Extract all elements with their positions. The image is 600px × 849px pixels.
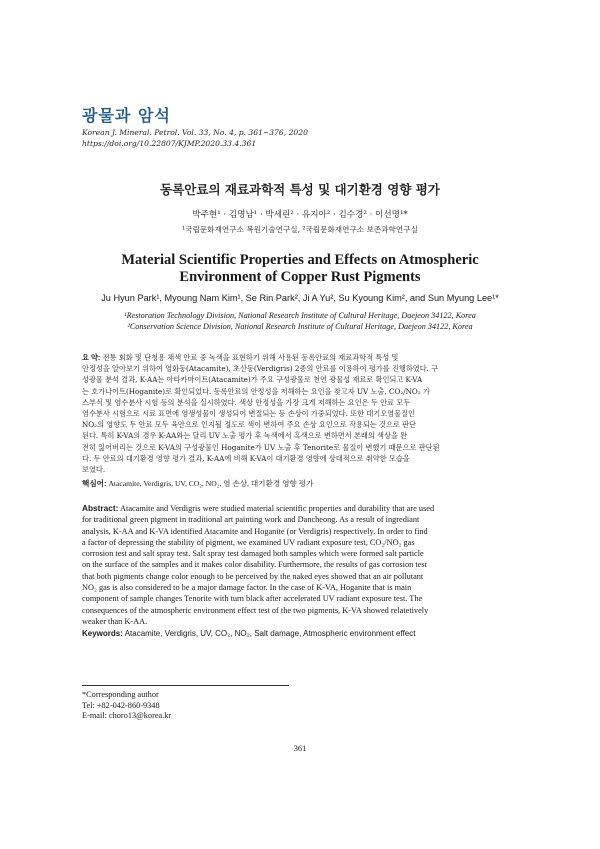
- keywords-korean-text: Atacamite, Verdigris, UV, CO₂, NO₂, 염 손상, 대기환경 영향 평가: [108, 479, 314, 488]
- abstract-english-line: a factor of depressing the stability of pigment, we examined UV radiant exposure test, CO₂/NO₂ gas: [82, 537, 415, 547]
- title-korean: 동록안료의 재료과학적 특성 및 대기환경 영향 평가: [160, 182, 440, 197]
- abstract-korean-line: 안정성을 알아보기 위하여 염화동(Atacamite), 초산동(Verdigris) 2종의 안료를 이용하여 평가를 진행하였다. 구: [82, 364, 439, 374]
- abstract-korean-line: 스부식 및 염수분사 시험 등의 분석을 실시하였다. 색상 안정성을 가장 크게 저해하는 요인은 두 안료 모두: [82, 397, 411, 407]
- abstract-english-line: analysis, K-AA and K-VA identified Atacamite and Hoganite (or Verdigris) respectively. In order to find: [82, 526, 428, 536]
- abstract-korean-line: NO₂의 영향도 두 안료 모두 육안으로 인지될 정도로 색이 변하여 주요 손상 요인으로 작용되는 것으로 판단: [82, 420, 417, 430]
- title-english: [0, 252, 600, 286]
- abstract-korean-line: 된다. 특히 K-VA의 경우 K-AA와는 달리 UV 노출 평가 후 녹색에서 흑색으로 변하면서 본래의 색상을 완: [82, 431, 408, 441]
- abstract-english-line: NO₂ gas is also considered to be a major damage factor. In the case of K-VA, Hoganite that is main: [82, 583, 412, 593]
- journal-name: 광물과 암석: [82, 106, 171, 125]
- abstract-korean-line: 요 약: 전통 회화 및 단청용 채색 안료 중 녹색을 표현하기 위해 사용된 동록안료의 재료과학적 특성 및: [82, 353, 399, 362]
- doi-link[interactable]: https://doi.org/10.22807/KJMP.2020.33.4.361: [82, 138, 257, 148]
- abstract-english-line: consequences of the atmospheric environment effect test of the two pigments, K-VA showed relatetively: [82, 605, 429, 615]
- abstract-korean-line: 염수분사 시험으로 시료 표면에 염생성물이 생성되어 변질되는 등 손상이 가중되었다. 또한 대기오염물질인: [82, 409, 415, 419]
- abstract-english-line: component of sample changes Tenorite with turn black after accelerated UV radiant exposure test. The: [82, 594, 423, 604]
- abstract-english: [82, 503, 518, 627]
- abstract-english-line: corrosion test and salt spray test. Salt spray test damaged both samples which were formed salt particle: [82, 549, 424, 559]
- citation-block: [82, 128, 308, 149]
- keywords-english: [82, 628, 518, 639]
- corresponding-email[interactable]: E-mail: choro13@korea.kr: [82, 711, 172, 720]
- corresponding-tel: Tel: +82-042-860-9348: [82, 700, 160, 710]
- corresponding-author-label: *Corresponding author: [82, 690, 159, 699]
- keywords-korean-label: 핵심어:: [82, 479, 107, 488]
- abstract-english-line: Abstract: Atacamite and Verdigris were studied material scientific properties and durability that are used: [82, 503, 435, 513]
- affiliations-korean: ¹국립문화재연구소 복원기술연구실, ²국립문화재연구소 보존과학연구실: [182, 225, 418, 234]
- abstract-korean-label: 요 약:: [82, 353, 101, 362]
- affiliations-english: [0, 310, 600, 332]
- authors-korean: 박주현¹ · 김명남¹ · 박세린² · 유지아² · 김수경² · 이선명¹*: [192, 210, 408, 220]
- title-english-line-2: Environment of Copper Rust Pigments: [179, 269, 421, 285]
- citation-line: Korean J. Mineral. Petrol. Vol. 33, No. 4, p. 361~376, 2020: [82, 128, 308, 137]
- abstract-korean-line: 보였다.: [82, 465, 106, 475]
- abstract-english-line: weaker than K-AA.: [82, 616, 148, 626]
- correspondence-footnote: [82, 690, 171, 722]
- abstract-korean-line: 다. 두 안료의 대기환경 영향 평가 결과, K-AA에 비해 K-VA이 대기환경 영향에 상대적으로 취약한 모습을: [82, 453, 410, 463]
- abstract-korean: [82, 352, 518, 475]
- affiliation-english-2: ²Conservation Science Division, National Research Institute of Cultural Heritage, Daejeon 34122, Korea: [127, 322, 473, 331]
- abstract-english-label: Abstract:: [82, 503, 119, 513]
- authors-english: Ju Hyun Park¹, Myoung Nam Kim¹, Se Rin Park², Ji A Yu², Su Kyoung Kim², and Sun Myung Lee¹*: [101, 293, 499, 303]
- abstract-english-line: on the surface of the samples and it makes color disability. Furthermore, the results of gas corrosion test: [82, 560, 427, 570]
- affiliation-english-1: ¹Restoration Technology Division, National Research Institute of Cultural Heritage, Daejeon 34122, Korea: [124, 311, 476, 320]
- abstract-english-line: that both pigments change color enough to be perceived by the naked eyes showed that an air pollutant: [82, 571, 424, 581]
- abstract-korean-line: 성광물 분석 결과, K-AA는 아타카마이트(Atacamite)가 주요 구성광물로 천연 광물성 재료로 확인되고 K-VA: [82, 375, 423, 385]
- keywords-english-text: Atacamite, Verdigris, UV, CO₂, NO₂, Salt damage, Atmospheric environment effect: [124, 629, 416, 638]
- keywords-english-label: Keywords:: [82, 629, 123, 638]
- footnote-divider: [82, 685, 289, 686]
- abstract-korean-line: 전히 잃어버리는 것으로 K-VA의 구성광물인 Hoganite가 UV 노출 후 Tenorite로 물질이 변했기 때문으로 판단된: [82, 442, 440, 452]
- title-english-line-1: Material Scientific Properties and Effects on Atmospheric: [121, 252, 479, 268]
- keywords-korean: [82, 478, 518, 489]
- abstract-english-line: for traditional green pigment in traditional art painting work and Dancheong. As a result of ingrediant: [82, 515, 420, 525]
- abstract-korean-line: 는 호가나이트(Hoganite)로 확인되었다. 동록안료의 안정성을 저해하는 요인을 찾고자 UV 노출, CO₂/NO₂ 가: [82, 386, 430, 396]
- page-number: 361: [293, 744, 307, 753]
